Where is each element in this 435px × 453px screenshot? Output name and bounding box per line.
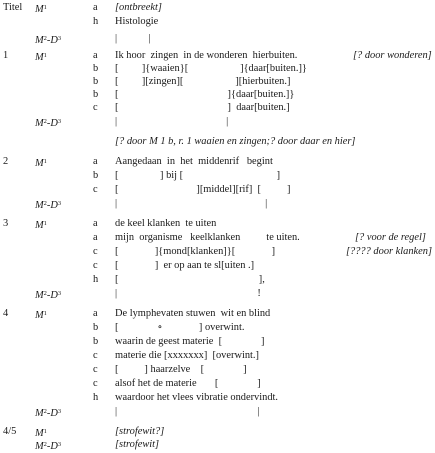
variant-letter: c (93, 184, 98, 195)
variant-letter: c (93, 364, 98, 375)
variant-letter: h (93, 392, 99, 403)
siglum-rest: -D (46, 441, 58, 452)
variant-letter: a (93, 50, 98, 61)
siglum-sup: 2 (43, 118, 47, 125)
variant-text: [ ]{daar[buiten.]} (115, 89, 295, 100)
siglum (35, 218, 47, 232)
variant-text: Histologie (115, 16, 159, 27)
variant-text: [ ] er op aan te sl[uiten .] (115, 260, 255, 271)
verse-number: 4/5 (3, 426, 17, 437)
variant-letter: c (93, 246, 98, 257)
siglum-name: M (35, 220, 44, 231)
siglum (35, 426, 47, 440)
variant-text: Ik hoor zingen in de wonderen hierbuiten. (115, 50, 298, 61)
siglum (35, 406, 61, 420)
siglum-sup: 1 (43, 310, 47, 317)
siglum (35, 33, 61, 47)
siglum-name: M (35, 441, 44, 452)
siglum (35, 439, 61, 453)
verse-number: 4 (3, 308, 9, 319)
variant-text: materie die [xxxxxxx] [overwint.] (115, 350, 259, 361)
verse-number: Titel (3, 2, 23, 13)
variant-text: De lymphevaten stuwen wit en blind (115, 308, 271, 319)
variant-text: [ ]{mond[klanken]}[ ] (115, 246, 276, 257)
variant-text: mijn organisme keelklanken te uiten. (115, 232, 300, 243)
variant-text: Aangedaan in het middenrif begint (115, 156, 273, 167)
siglum-name: M (35, 52, 44, 63)
siglum (35, 198, 61, 212)
siglum-sup2: 3 (57, 35, 62, 42)
variant-text: | | (115, 406, 260, 417)
variant-text: [ ], (115, 274, 265, 285)
editorial-note: [? door wonderen] (353, 50, 432, 61)
variant-text: [strofewit?] (115, 426, 165, 437)
siglum-rest: -D (46, 200, 58, 211)
siglum (35, 288, 61, 302)
variant-text: | | (115, 116, 229, 127)
variant-text: [ ] haarzelve [ ] (115, 364, 247, 375)
variant-letter: a (93, 2, 98, 13)
variant-letter: b (93, 63, 99, 74)
variant-text: [ ][middel][rif] [ ] (115, 184, 291, 195)
variant-letter: b (93, 76, 99, 87)
editorial-note: [???? door klanken] (346, 246, 433, 257)
variant-text: [ ∘ ] overwint. (115, 322, 245, 333)
siglum-name: M (35, 408, 44, 419)
variant-text: | | (115, 33, 151, 44)
variant-text: [ ][zingen][ ][hierbuiten.] (115, 76, 291, 87)
siglum-sup: 1 (43, 52, 47, 59)
variant-letter: c (93, 102, 98, 113)
siglum-sup: 1 (43, 4, 47, 11)
variant-text: waarin de geest materie [ ] (115, 336, 265, 347)
variant-letter: c (93, 350, 98, 361)
siglum-sup: 2 (43, 408, 47, 415)
variant-text: | | (115, 198, 268, 209)
siglum-name: M (35, 290, 44, 301)
siglum (35, 116, 61, 130)
editorial-note: [? voor de regel] (355, 232, 426, 243)
siglum-sup2: 3 (57, 118, 62, 125)
siglum-name: M (35, 35, 44, 46)
siglum-sup2: 3 (57, 441, 62, 448)
siglum-name: M (35, 4, 44, 15)
variant-text: waardoor het vlees vibratie ondervindt. (115, 392, 279, 403)
variant-text: [strofewit] (115, 439, 160, 450)
variant-letter: h (93, 16, 99, 27)
variant-text: [ontbreekt] (115, 2, 162, 13)
siglum-sup: 2 (43, 35, 47, 42)
siglum (35, 50, 47, 64)
siglum-sup: 2 (43, 200, 47, 207)
variant-letter: b (93, 89, 99, 100)
variant-text: [ ] bij [ ] (115, 170, 281, 181)
variant-letter: a (93, 232, 98, 243)
siglum-sup: 1 (43, 158, 47, 165)
variant-letter: c (93, 378, 98, 389)
verse-number: 3 (3, 218, 9, 229)
siglum-rest: -D (46, 35, 58, 46)
siglum-sup2: 3 (57, 290, 62, 297)
siglum-rest: -D (46, 408, 58, 419)
variant-text: [? door M 1 b, r. 1 waaien en zingen;? door daar en hier] (115, 136, 356, 147)
siglum (35, 156, 47, 170)
variant-text: de keel klanken te uiten (115, 218, 217, 229)
variant-letter: c (93, 260, 98, 271)
siglum-sup: 2 (43, 441, 47, 448)
siglum-sup: 1 (43, 220, 47, 227)
siglum-name: M (35, 428, 44, 439)
variant-text: [ ]{waaien}[ ]{daar[buiten.]} (115, 63, 307, 74)
variant-letter: a (93, 156, 98, 167)
variant-letter: a (93, 308, 98, 319)
siglum-sup2: 3 (57, 200, 62, 207)
variant-letter: a (93, 218, 98, 229)
verse-number: 2 (3, 156, 9, 167)
variant-letter: b (93, 170, 99, 181)
variant-text: [ ] daar[buiten.] (115, 102, 290, 113)
siglum-name: M (35, 200, 44, 211)
variant-letter: b (93, 322, 99, 333)
siglum-sup: 1 (43, 428, 47, 435)
verse-number: 1 (3, 50, 9, 61)
siglum-sup: 2 (43, 290, 47, 297)
siglum-sup2: 3 (57, 408, 62, 415)
variant-text: | ! (115, 288, 261, 299)
variant-text: alsof het de materie [ ] (115, 378, 261, 389)
siglum (35, 2, 47, 16)
siglum (35, 308, 47, 322)
siglum-name: M (35, 158, 44, 169)
siglum-rest: -D (46, 290, 58, 301)
variant-letter: b (93, 336, 99, 347)
variant-letter: h (93, 274, 99, 285)
siglum-rest: -D (46, 118, 58, 129)
siglum-name: M (35, 118, 44, 129)
siglum-name: M (35, 310, 44, 321)
